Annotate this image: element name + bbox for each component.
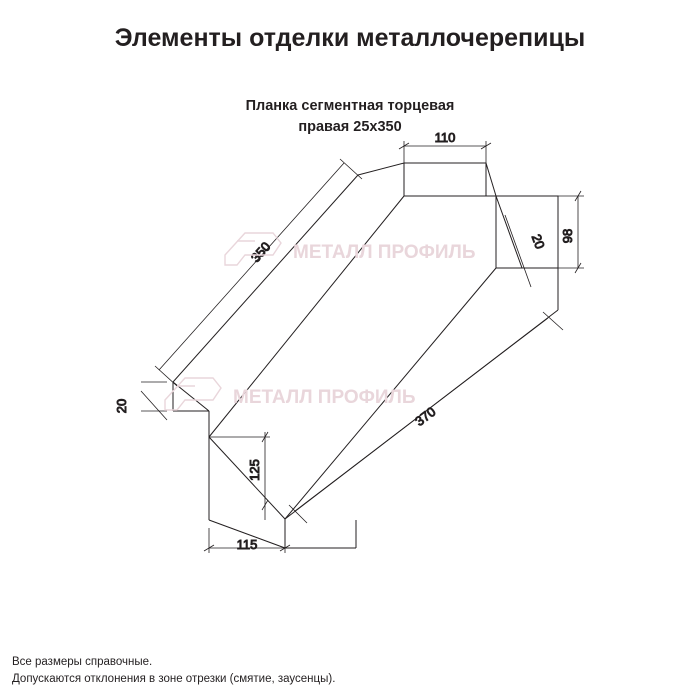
dimension-370: 370 — [412, 403, 439, 429]
watermark-text: МЕТАЛЛ ПРОФИЛЬ — [293, 242, 476, 263]
watermark-text: МЕТАЛЛ ПРОФИЛЬ — [233, 387, 416, 408]
product-name-line1: Планка сегментная торцевая — [245, 98, 455, 114]
dimension-115: 115 — [236, 537, 258, 552]
page-title: Элементы отделки металлочерепицы — [114, 24, 586, 52]
dimension-125: 125 — [247, 459, 262, 481]
dimension-20-left: 20 — [114, 398, 129, 414]
dimension-110: 110 — [434, 130, 456, 145]
dimension-98: 98 — [560, 228, 575, 244]
dimension-20-right: 20 — [528, 232, 548, 251]
product-name-line2: правая 25х350 — [298, 119, 402, 135]
footnote-line1: Все размеры справочные. — [12, 656, 153, 668]
dimension-350: 350 — [247, 238, 274, 266]
watermark-group — [165, 233, 476, 410]
footnotes — [12, 654, 335, 688]
footnote-line2: Допускаются отклонения в зоне отрезки (смятие, заусенцы). — [12, 673, 336, 685]
